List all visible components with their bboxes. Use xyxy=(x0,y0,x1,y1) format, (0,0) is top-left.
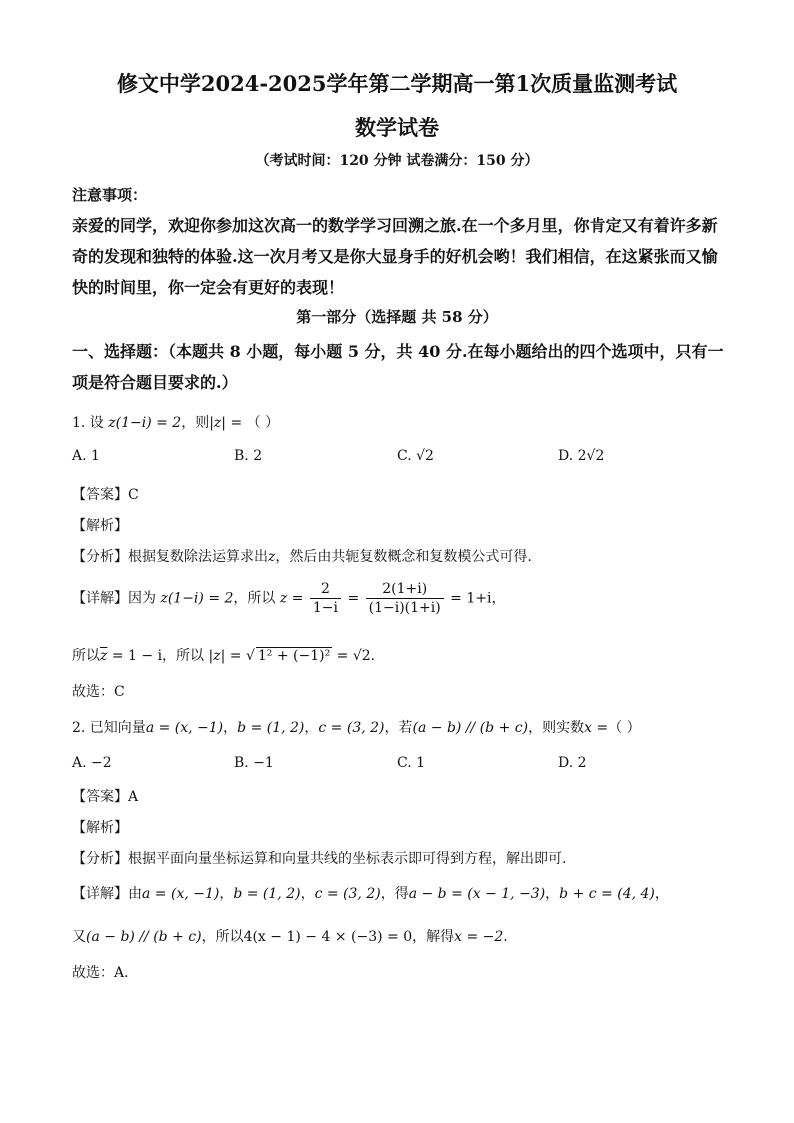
q1-option-c xyxy=(397,448,434,464)
q2-ask: ，则实数 xyxy=(528,720,585,736)
q1-fraction-2 xyxy=(366,580,444,617)
subject-title: 数学试卷 xyxy=(355,115,439,140)
q1-detail-a: 因为 xyxy=(128,590,156,607)
q2-detail-vec-c: c = (3, 2) xyxy=(314,886,381,902)
q1-expr: z(1−i) = 2 xyxy=(108,415,182,431)
q2-vec-a: a = (x, −1) xyxy=(145,720,224,736)
q1-frac1-num: 2 xyxy=(310,580,341,599)
exam-title: 修文中学2024-2025学年第二学期高一第1次质量监测考试 xyxy=(116,71,678,96)
q2-line2-result: x = −2 xyxy=(454,929,504,945)
q2-answer-value: A xyxy=(128,789,139,805)
q1-detail-line-1: 【详解】因为 z(1−i) = 2，所以 z = $\frac{2}{1-i}$ = $\frac{2(1+i)}{(1-i)(1+i)}$ = 1+i， xyxy=(72,581,506,616)
section-instructions-line-1: 一、选择题：（本题共 8 小题，每小题 5 分，共 40 分.在每小题给出的四个选项中，只有一 xyxy=(72,342,724,361)
q1-paren: （ ） xyxy=(246,415,280,431)
q2-vec-b: b = (1, 2) xyxy=(237,720,305,736)
q2-line2-b: ，所以 xyxy=(201,929,244,945)
q1-line2-b: ，所以 xyxy=(162,648,205,664)
q2-cond: (a − b) // (b + c) xyxy=(412,720,529,736)
q1-option-b: B. 2 xyxy=(234,448,263,464)
q2-detail-ab: a − b = (x − 1, −3) xyxy=(408,886,546,902)
q2-option-b: B. −1 xyxy=(234,755,274,771)
notice-line-1: 亲爱的同学，欢迎你参加这次高一的数学学习回溯之旅.在一个多月里，你肯定又有着许多新 xyxy=(72,216,718,235)
q1-frac1-den: 1−i xyxy=(312,600,338,616)
q2-detail-line-1 xyxy=(72,883,669,903)
q1-detail-result: = 1+i xyxy=(450,590,492,607)
q1-frac2-den: (1−i)(1+i) xyxy=(368,600,441,616)
q2-detail-tag: 【详解】 xyxy=(72,886,128,902)
q1-mid: ，则 xyxy=(181,415,210,431)
q2-ask-x: x = xyxy=(584,720,609,736)
notice-line-2: 奇的发现和独特的体验.这一次月考又是你大显身手的好机会哟！我们相信，在这紧张而又愉 xyxy=(72,247,718,266)
q2-answer xyxy=(72,786,138,806)
q2-detail-end: ， xyxy=(654,886,669,902)
q1-zbar: $\overline{z}$ xyxy=(100,648,108,664)
q1-option-d xyxy=(558,448,604,464)
question-2 xyxy=(72,717,641,737)
section-instructions-line-2: 项是符合题目要求的.） xyxy=(72,373,238,392)
q2-detail-vec-b: b = (1, 2) xyxy=(233,886,301,902)
q2-detail-line-2 xyxy=(72,926,508,946)
q1-answer xyxy=(72,484,139,504)
notice-heading: 注意事项： xyxy=(72,186,148,204)
q1-option-a: A. 1 xyxy=(72,448,100,464)
q2-line2-cond: (a − b) // (b + c) xyxy=(86,929,202,945)
q2-option-a: A. −2 xyxy=(72,755,112,771)
q2-fenxi xyxy=(72,848,566,868)
q1-abs-expr: |z| = xyxy=(209,415,243,431)
q2-detail-sep-1: ， xyxy=(219,886,234,902)
q2-line2-end: . xyxy=(503,929,508,945)
q2-paren: （ ） xyxy=(608,720,641,736)
q2-detail-bc: b + c = (4, 4) xyxy=(559,886,655,902)
part1-heading: 第一部分（选择题 共 58 分） xyxy=(296,308,498,326)
q1-detail-end: ， xyxy=(491,590,506,607)
q2-option-d: D. 2 xyxy=(558,755,587,771)
q1-analysis-tag: 【解析】 xyxy=(72,518,128,534)
q2-detail-get: ，得 xyxy=(380,886,409,902)
q2-prefix: 2. 已知向量 xyxy=(72,720,146,736)
q2-line2-c: ，解得 xyxy=(412,929,455,945)
q1-option-c-label: C. xyxy=(397,448,412,464)
question-1 xyxy=(72,412,279,432)
q2-analysis-tag: 【解析】 xyxy=(72,820,128,836)
q1-option-d-value: 2√2 xyxy=(577,448,605,464)
q1-option-c-value: √2 xyxy=(416,448,434,464)
q2-choose: 故选：A. xyxy=(72,965,129,981)
q1-detail-line-2: 所以$\overline{z} = 1 - i$，所以 |z| = √ 1² + (−1)² = √2. xyxy=(72,648,376,664)
q1-line2-sqrt: 1² + (−1)² xyxy=(257,648,331,664)
q2-line2-a: 又 xyxy=(72,929,86,945)
q2-fenxi-text: 根据平面向量坐标运算和向量共线的坐标表示即可得到方程，解出即可. xyxy=(128,851,567,867)
q1-line2-end: . xyxy=(370,648,376,664)
notice-line-3: 快的时间里，你一定会有更好的表现！ xyxy=(72,278,345,297)
exam-info: （考试时间：120 分钟 试卷满分：150 分） xyxy=(255,153,539,169)
q2-line2-eq: 4(x − 1) − 4 × (−3) = 0 xyxy=(243,929,413,945)
q1-frac2-num: 2(1+i) xyxy=(366,580,444,599)
q2-sep-1: ， xyxy=(223,720,238,736)
q1-choose: 故选：C xyxy=(72,684,125,700)
q2-sep-2: ， xyxy=(304,720,319,736)
q1-prefix: 1. 设 xyxy=(72,415,104,431)
q1-answer-value: C xyxy=(128,487,139,503)
q2-vec-c: c = (3, 2) xyxy=(318,720,385,736)
q2-detail-vec-a: a = (x, −1) xyxy=(142,886,220,902)
q2-answer-tag: 【答案】 xyxy=(72,789,128,805)
q1-fenxi-rest: ，然后由共轭复数概念和复数模公式可得. xyxy=(275,549,532,565)
q1-fraction-1 xyxy=(310,580,341,617)
q1-fenxi-text: 根据复数除法运算求出 xyxy=(128,549,268,565)
q2-detail-sep-3: ， xyxy=(545,886,560,902)
q1-answer-tag: 【答案】 xyxy=(72,487,128,503)
q2-cond-pre: ，若 xyxy=(384,720,413,736)
q1-detail-b: ，所以 xyxy=(233,590,276,607)
q1-fenxi xyxy=(72,546,532,566)
q2-fenxi-tag: 【分析】 xyxy=(72,851,128,867)
q2-detail-a: 由 xyxy=(128,886,142,902)
q1-detail-expr: z(1−i) = 2 xyxy=(160,590,234,607)
q1-zbar-value: = 1 − i xyxy=(111,648,163,664)
q2-option-c: C. 1 xyxy=(397,755,426,771)
q1-line2-a: 所以 xyxy=(72,648,100,664)
q1-line2-result: = √2 xyxy=(336,648,371,664)
q1-fenxi-z: z xyxy=(268,549,276,565)
q1-line2-abs: |z| = xyxy=(208,648,242,664)
q1-detail-tag: 【详解】 xyxy=(72,590,128,607)
q1-fenxi-tag: 【分析】 xyxy=(72,549,128,565)
q1-option-d-label: D. xyxy=(558,448,574,464)
q1-detail-z: z = xyxy=(279,590,304,607)
q2-detail-sep-2: ， xyxy=(300,886,315,902)
